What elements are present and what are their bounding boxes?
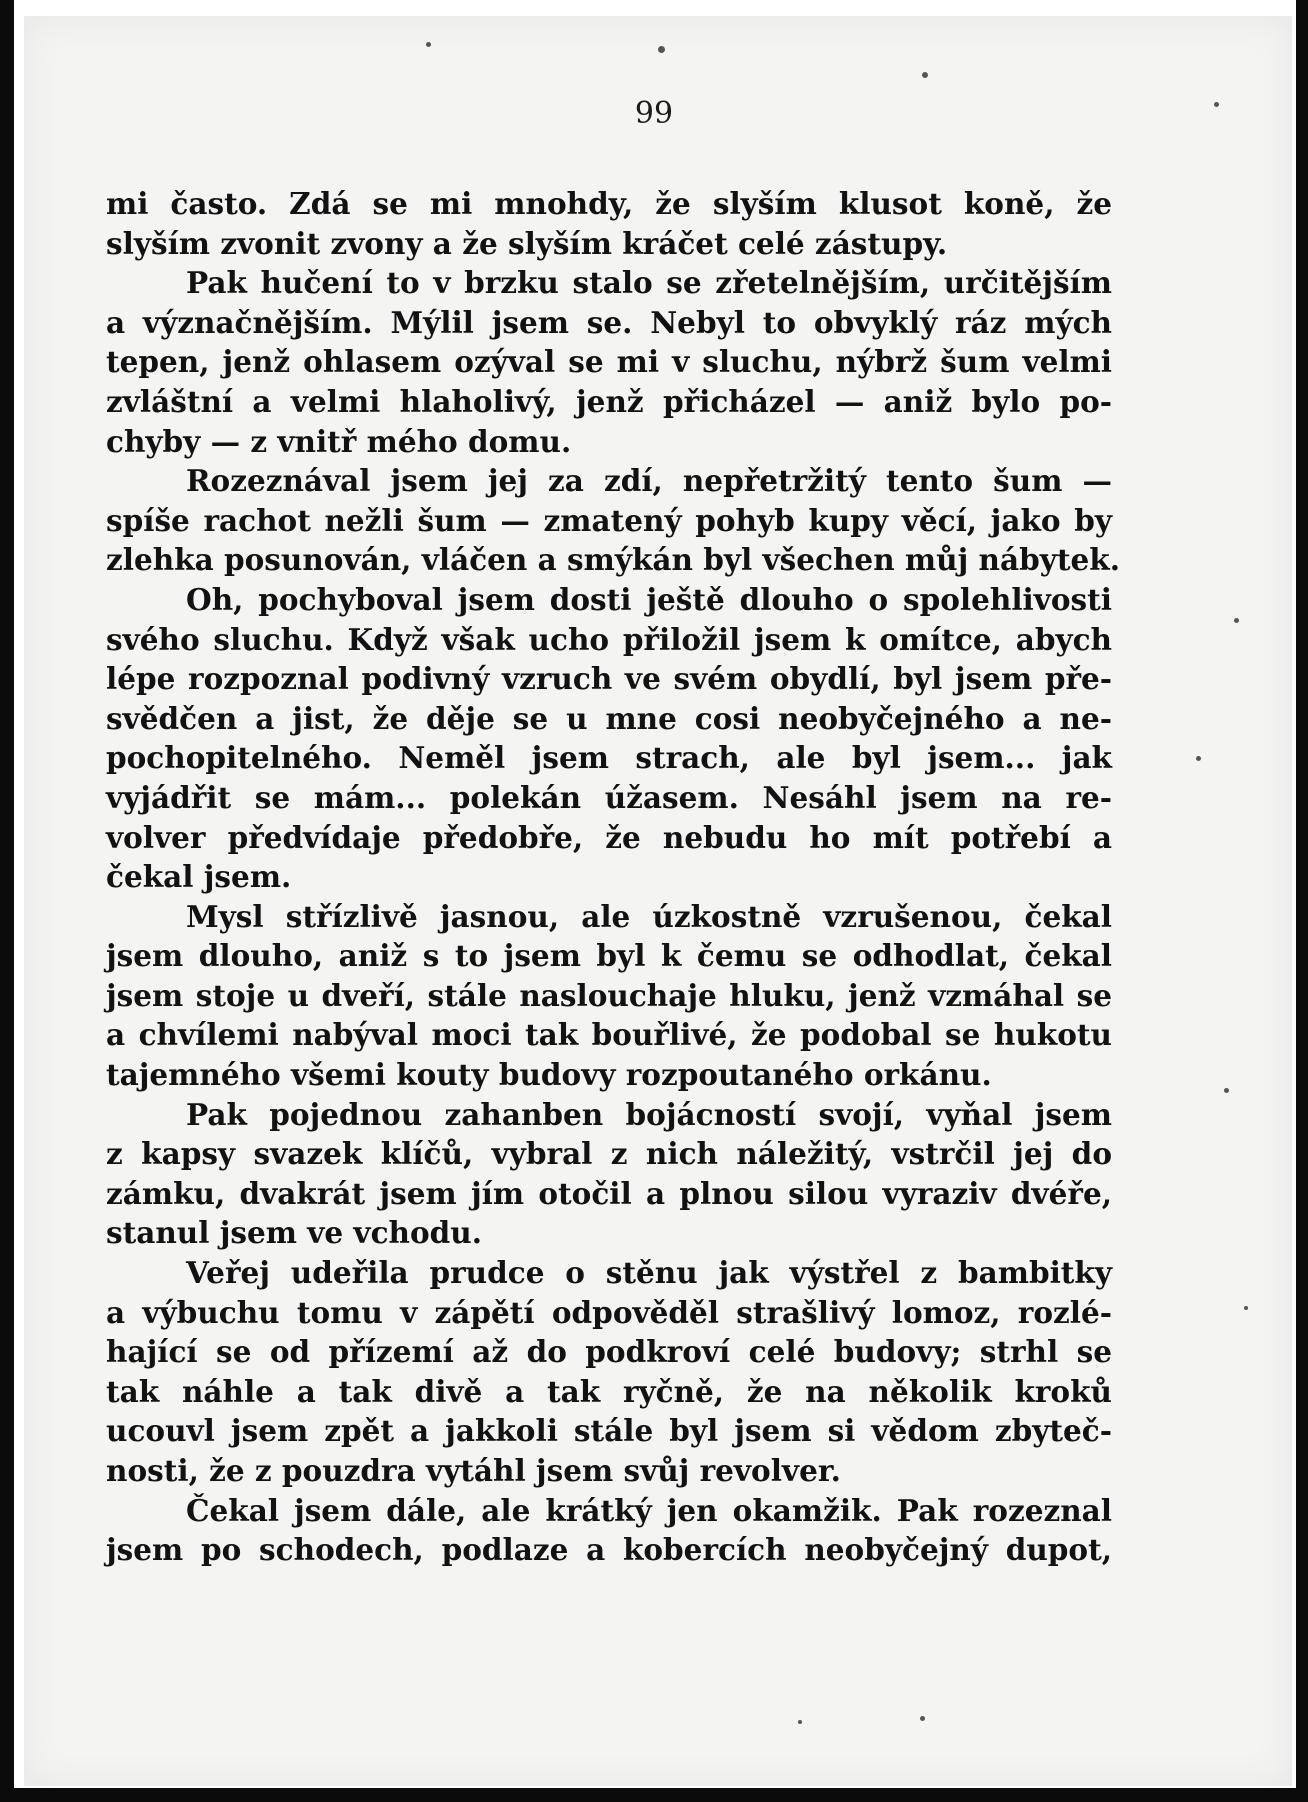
text-line: zlehka posunován, vláčen a smýkán byl všechen můj nábytek. [106, 542, 1120, 578]
text-line: hající se od přízemí až do podkroví celé budovy; strhl se [106, 1334, 1112, 1370]
text-line: Pak pojednou zahanben bojácností svojí, vyňal jsem [186, 1096, 1112, 1132]
page-number: 99 [634, 96, 674, 131]
text-line: Čekal jsem dále, ale krátký jen okamžik. Pak rozeznal [186, 1492, 1112, 1528]
text-line: tak náhle a tak divě a tak ryčně, že na několik kroků [106, 1373, 1112, 1409]
text-line: ucouvl jsem zpět a jakkoli stále byl jsem si vědom zbyteč- [106, 1413, 1112, 1449]
paper-speck [1196, 756, 1201, 761]
text-line: Mysl střízlivě jasnou, ale úzkostně vzrušenou, čekal [186, 898, 1112, 934]
scan-border-right [1296, 0, 1308, 1802]
text-line: svého sluchu. Když však ucho přiložil jsem k omítce, abych [106, 621, 1112, 657]
paper-speck [658, 46, 665, 53]
text-line: jsem dlouho, aniž s to jsem byl k čemu se odhodlat, čekal [106, 938, 1112, 974]
text-line: volver předvídaje předobře, že nebudu ho mít potřebí a [106, 819, 1112, 855]
text-line: a chvílemi nabýval moci tak bouřlivé, že podobal se hukotu [106, 1017, 1112, 1053]
text-line: svědčen a jist, že děje se u mne cosi neobyčejného a ne- [106, 700, 1112, 736]
paper-speck [920, 1716, 925, 1721]
text-line: a výbuchu tomu v zápětí odpověděl strašlivý lomoz, rozlé- [106, 1294, 1112, 1330]
text-line: čekal jsem. [106, 859, 292, 895]
text-line: pochopitelného. Neměl jsem strach, ale byl jsem... jak [106, 740, 1112, 776]
paper-speck [1224, 1088, 1229, 1093]
text-line: spíše rachot nežli šum — zmatený pohyb kupy věcí, jako by [106, 502, 1112, 538]
text-line: Oh, pochyboval jsem dosti ještě dlouho o spolehlivosti [186, 581, 1112, 617]
text-line: lépe rozpoznal podivný vzruch ve svém obydlí, byl jsem pře- [106, 661, 1112, 697]
paper-speck [1244, 1306, 1248, 1310]
text-line: vyjádřit se mám... polekán úžasem. Nesáhl jsem na re- [106, 779, 1112, 815]
text-line: Pak hučení to v brzku stalo se zřetelnějším, určitějším [186, 265, 1112, 301]
text-line: chyby — z vnitř mého domu. [106, 423, 572, 459]
text-line: nosti, že z pouzdra vytáhl jsem svůj revolver. [106, 1453, 841, 1488]
text-line: tepen, jenž ohlasem ozýval se mi v sluchu, nýbrž šum velmi [106, 344, 1112, 380]
text-line: tajemného všemi kouty budovy rozpoutaného orkánu. [106, 1057, 992, 1093]
text-line: jsem po schodech, podlaze a kobercích neobyčejný dupot, [106, 1532, 1112, 1568]
text-line: stanul jsem ve vchodu. [106, 1215, 483, 1251]
text-line: zvláštní a velmi hlaholivý, jenž přicházel — aniž bylo po- [106, 383, 1112, 419]
text-line: Veřej udeřila prudce o stěnu jak výstřel z bambitky [186, 1255, 1112, 1291]
paper-speck [426, 42, 431, 47]
scan-border-left [0, 0, 14, 1802]
paper-speck [922, 72, 928, 78]
body-text [106, 184, 1120, 1570]
text-line: mi často. Zdá se mi mnohdy, že slyším klusot koně, že [106, 186, 1112, 221]
paper-speck [1234, 618, 1239, 623]
text-line: jsem stoje u dveří, stále naslouchaje hluku, jenž vzmáhal se [106, 977, 1112, 1013]
text-line: a význačnějším. Mýlil jsem se. Nebyl to obvyklý ráz mých [106, 304, 1112, 340]
text-line: slyším zvonit zvony a že slyším kráčet celé zástupy. [106, 225, 948, 261]
scan-border-bottom [0, 1788, 1308, 1802]
text-line: Rozeznával jsem jej za zdí, nepřetržitý tento šum — [186, 463, 1112, 499]
text-line: zámku, dvakrát jsem jím otočil a plnou silou vyraziv dvéře, [106, 1175, 1112, 1211]
paper-speck [798, 1720, 802, 1724]
text-line: z kapsy svazek klíčů, vybral z nich náležitý, vstrčil jej do [106, 1136, 1112, 1172]
